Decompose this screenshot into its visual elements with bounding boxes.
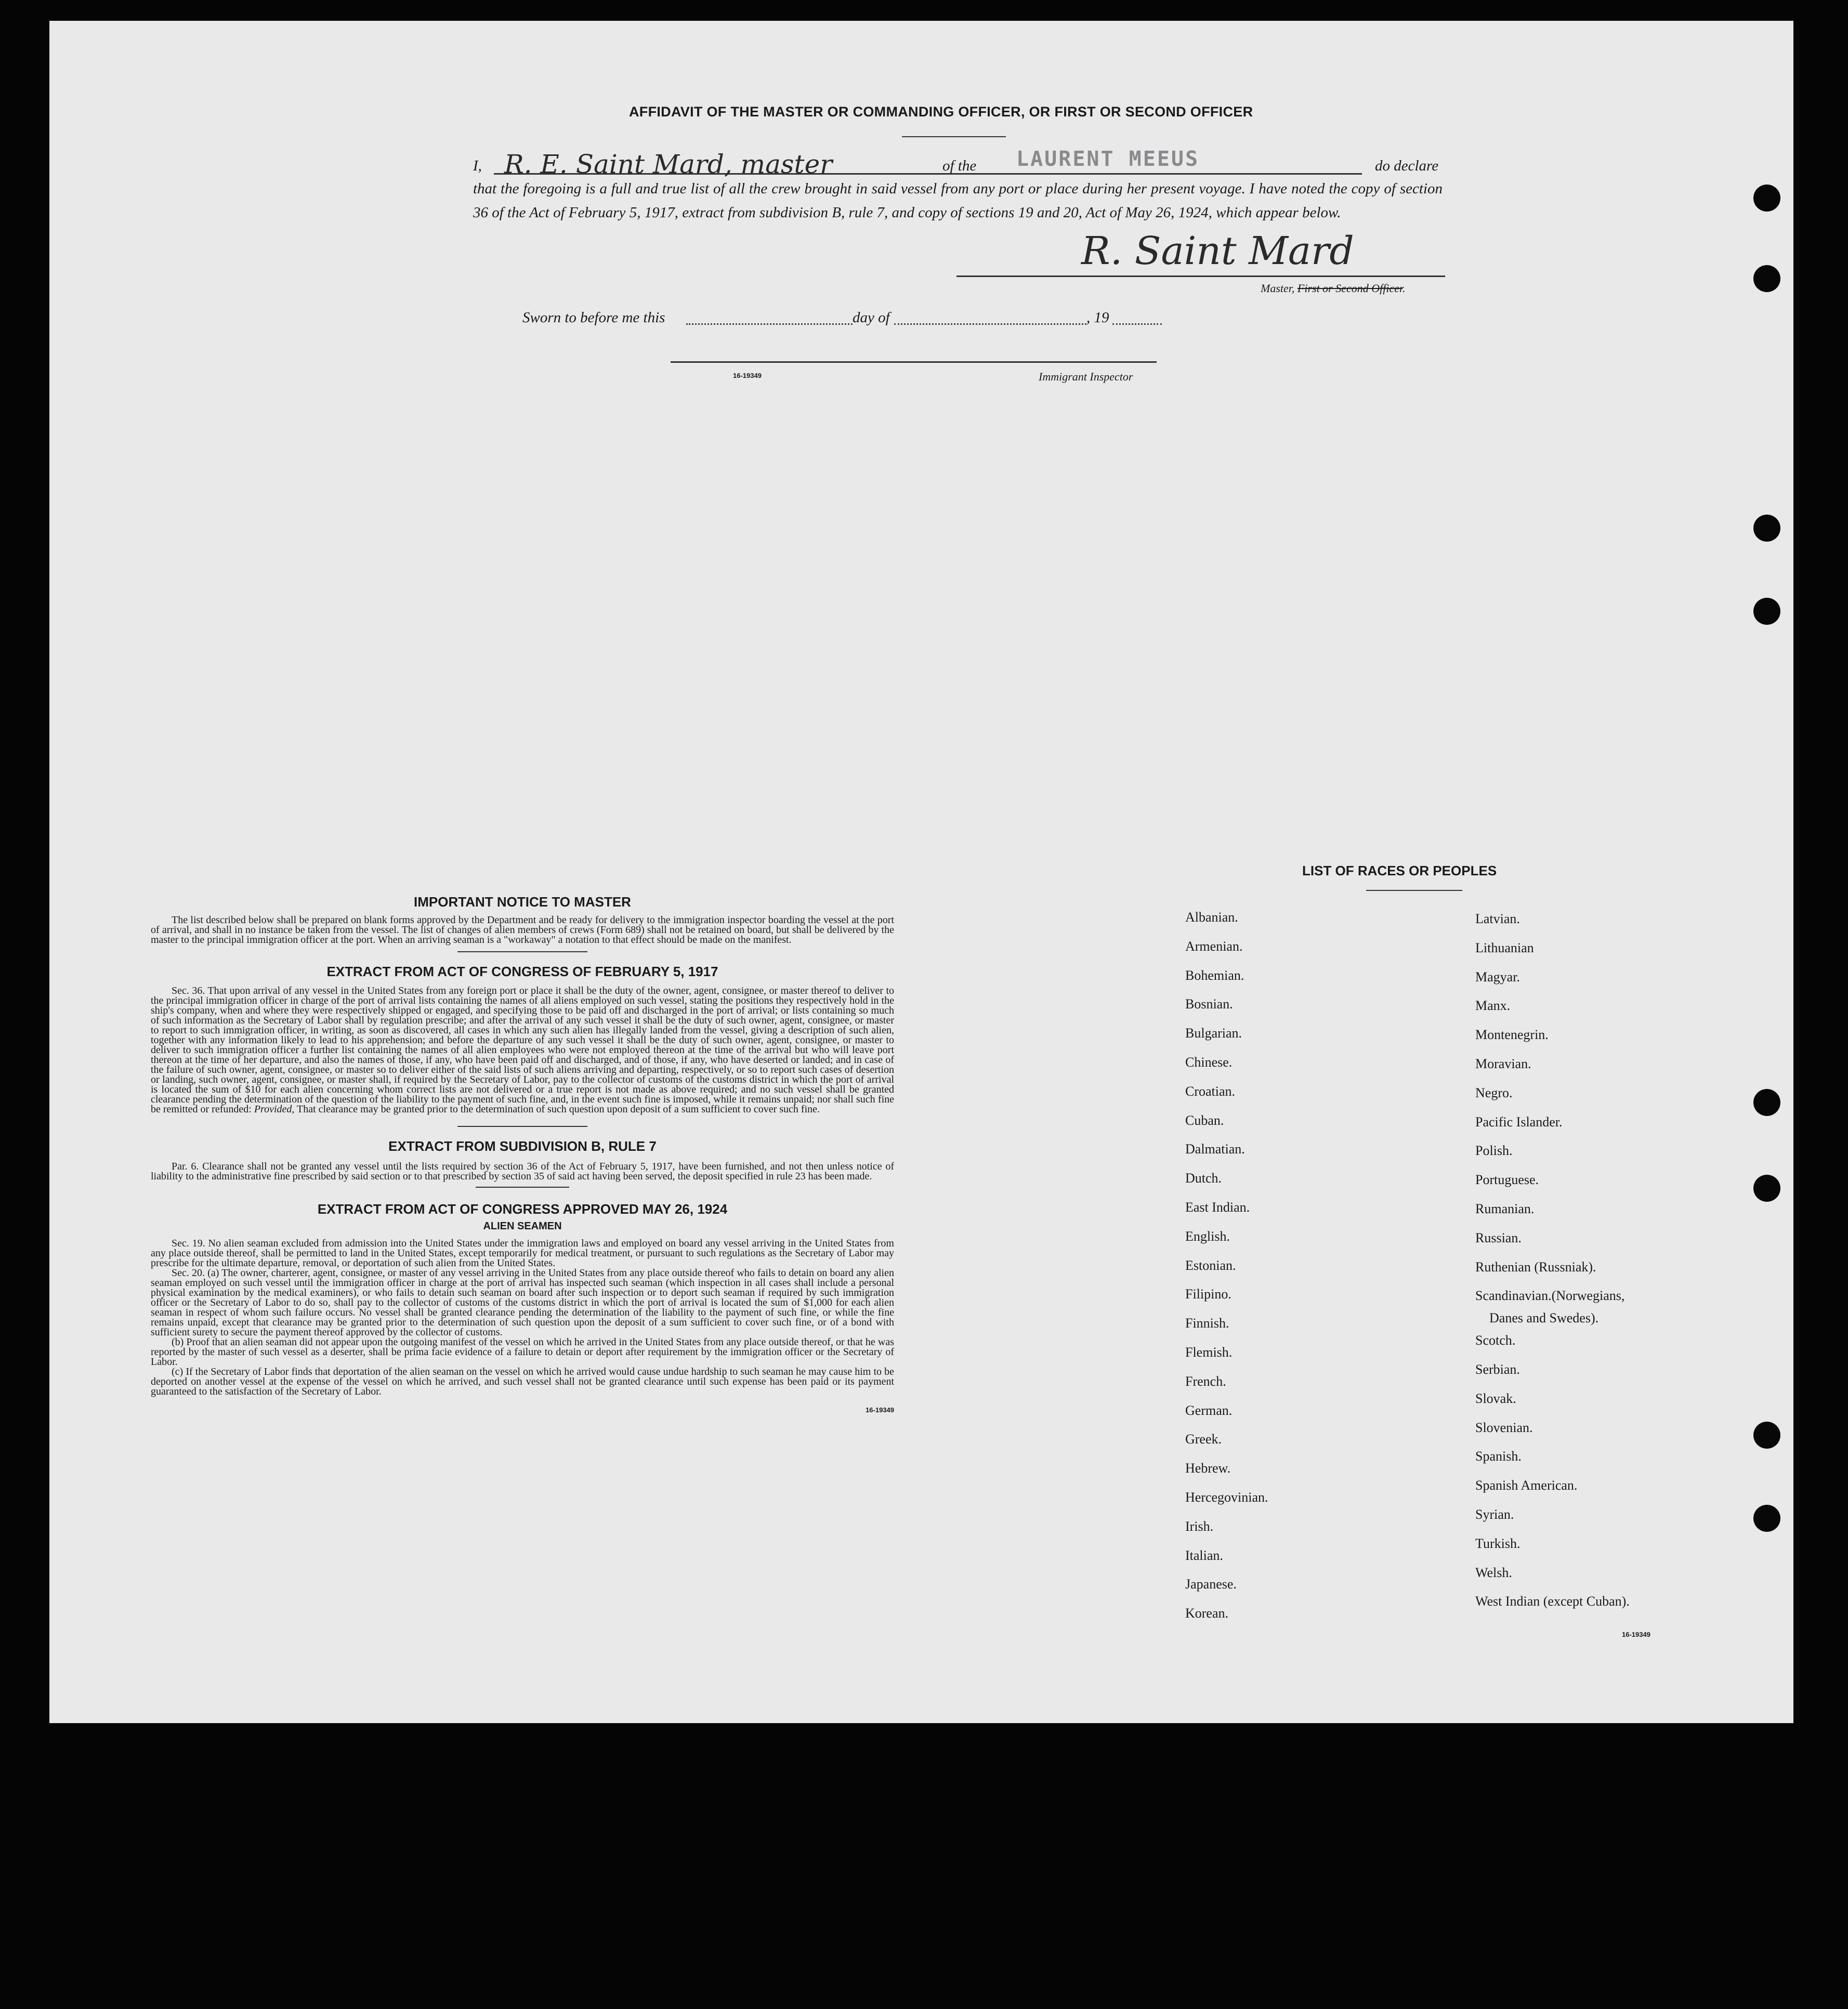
extract-1924-form-number: 16-19349	[866, 1406, 894, 1414]
race-item: Spanish American.	[1475, 1478, 1578, 1493]
signature-title-struck: First or Second Officer	[1297, 282, 1403, 295]
sec-20b-text: (b) Proof that an alien seaman did not appear upon the outgoing manifest of the vessel on which he arrived in the United States from any place outside thereof, or that he was reported by the master of such vessel as a deserter, shall be prima facie evidence of a failure to detain or deport after requirement by the immigration officer or the Secretary of Labor.	[151, 1336, 894, 1368]
race-item: Armenian.	[1185, 939, 1243, 954]
extract-1917-text	[151, 986, 894, 1114]
race-item: Welsh.	[1475, 1565, 1512, 1580]
race-item: Manx.	[1475, 998, 1511, 1013]
race-item: Irish.	[1185, 1519, 1214, 1534]
race-item: Syrian.	[1475, 1507, 1514, 1522]
race-item: Korean.	[1185, 1606, 1229, 1621]
extract-1924-subheading: ALIEN SEAMEN	[483, 1220, 562, 1232]
punch-hole	[1753, 1175, 1780, 1202]
race-item: Bulgarian.	[1185, 1026, 1242, 1041]
punch-hole	[1753, 515, 1780, 542]
race-item: Portuguese.	[1475, 1172, 1539, 1187]
race-item: Montenegrin.	[1475, 1027, 1549, 1042]
race-item: Rumanian.	[1475, 1201, 1535, 1216]
race-item: Japanese.	[1185, 1577, 1237, 1592]
rule-7-heading: EXTRACT FROM SUBDIVISION B, RULE 7	[388, 1138, 657, 1154]
punch-hole	[1753, 265, 1780, 292]
race-item: Pacific Islander.	[1475, 1114, 1563, 1130]
extract-1917-text-end: That clearance may be granted prior to the determination of such question upon deposit of a sum sufficient to cover such fine.	[297, 1104, 820, 1115]
race-item: Slovenian.	[1475, 1420, 1533, 1435]
race-item: Bohemian.	[1185, 968, 1244, 983]
race-item: Ruthenian (Russniak).	[1475, 1259, 1596, 1275]
race-item: Turkish.	[1475, 1536, 1521, 1551]
sec-19-text: Sec. 19. No alien seaman excluded from admission into the United States under the immigration laws and employed on board any vessel arriving in the United States from any place outside thereof, shall be permitted to land in the United States, except temporarily for medical treatment, or pursuant to such regulations as the Secretary of Labor may prescribe for the ultimate departure, removal, or deportation of such alien from the United States.	[151, 1238, 894, 1269]
races-heading: LIST OF RACES OR PEOPLES	[1302, 863, 1497, 878]
races-form-number: 16-19349	[1622, 1631, 1650, 1638]
race-item: French.	[1185, 1374, 1226, 1389]
race-item: Polish.	[1475, 1143, 1513, 1158]
race-item: Negro.	[1475, 1085, 1513, 1100]
race-item: Dutch.	[1185, 1171, 1222, 1186]
form-page	[49, 21, 1793, 1723]
race-item: Italian.	[1185, 1548, 1223, 1563]
inspector-label: Immigrant Inspector	[1039, 370, 1133, 383]
race-item: Spanish.	[1475, 1449, 1522, 1464]
sec-20c-text: (c) If the Secretary of Labor finds that deportation of the alien seaman on the vessel on which he arrived would cause undue hardship to such seaman he may cause him to be deported on another vessel at the expense of the vessel on which he arrived, and such vessel shall not be granted clearance until such expense has been paid or its payment guaranteed to the satisfaction of the Secretary of Labor.	[151, 1366, 894, 1397]
race-item: Greek.	[1185, 1432, 1222, 1447]
sworn-month-field	[894, 323, 1086, 325]
of-the-label: of the	[942, 157, 977, 174]
affidavit-name-line	[473, 147, 1461, 179]
race-item: Magyar.	[1475, 969, 1520, 984]
affidavit-form-number: 16-19349	[733, 372, 762, 379]
race-item: Russian.	[1475, 1230, 1522, 1245]
section-divider	[457, 1126, 587, 1127]
do-declare-label: do declare	[1375, 157, 1439, 174]
signature-title-master: Master,	[1261, 282, 1295, 295]
punch-hole	[1753, 1505, 1780, 1532]
race-item: German.	[1185, 1403, 1233, 1418]
decorative-rule	[902, 136, 1006, 137]
sec-20a-text: Sec. 20. (a) The owner, charterer, agent, consignee, or master of any vessel arriving in the United States from any place outside thereof who fails to detain on board any alien seaman employed on such vessel until the immigration officer in charge at the port of arrival has inspected such seaman (which inspection in all cases shall include a personal physical examination by the medical examiners), or who fails to detain such seaman on board after such inspection or to deport such seaman if required by such immigration officer or the Secretary of Labor to do so, shall pay to the collector of customs of the customs district in which the port of arrival is located the sum of $1,000 for each alien seaman in respect of whom such failure occurs. No vessel shall be granted clearance pending the determination of the liability to the payment of such fine, or while the fine remains unpaid, except that clearance may be granted prior to the determination of such question upon the deposit of a sum sufficient to cover such fine, or of a bond with sufficient surety to secure the payment thereof approved by the collector of customs.	[151, 1267, 894, 1338]
race-item: Hercegovinian.	[1185, 1490, 1268, 1505]
race-item: Dalmatian.	[1185, 1141, 1245, 1157]
race-item: Moravian.	[1475, 1056, 1531, 1071]
vessel-name-stamp: LAURENT MEEUS	[1016, 147, 1200, 171]
race-scandinavian-continued: Danes and Swedes).	[1489, 1310, 1599, 1325]
affidavit-heading: AFFIDAVIT OF THE MASTER OR COMMANDING OFFICER, OR FIRST OR SECOND OFFICER	[629, 104, 1253, 120]
master-signature: R. Saint Mard	[1081, 229, 1354, 273]
race-item: Hebrew.	[1185, 1461, 1231, 1476]
race-item: Cuban.	[1185, 1113, 1224, 1128]
punch-hole	[1753, 1422, 1780, 1449]
race-item: Bosnian.	[1185, 996, 1233, 1012]
section-divider	[457, 951, 587, 952]
i-label: I,	[473, 157, 482, 174]
race-item: Filipino.	[1185, 1286, 1231, 1302]
affidavit-body: that the foregoing is a full and true list of all the crew brought in said vessel from any port or place during her present voyage. I have noted the copy of section 36 of the Act of February 5, 1917, extract from subdivision B, rule 7, and copy of sections 19 and 20, Act of May 26, 1924, which appear below.	[473, 180, 1443, 221]
sworn-date-field	[686, 323, 853, 325]
day-of-label: day of	[853, 309, 890, 326]
race-item: Albanian.	[1185, 910, 1238, 925]
punch-hole	[1753, 185, 1780, 212]
race-item: East Indian.	[1185, 1200, 1250, 1215]
notice-text: The list described below shall be prepared on blank forms approved by the Department and be ready for delivery to the immigration inspector boarding the vessel at the port of arrival, and shall in no instance be taken from the vessel. The list of changes of alien members of crews (Form 689) shall not be retained on board, but shall be delivered by the master to the principal immigration officer at the port. When an arriving seaman is a "workaway" a notation to that effect should be made on the manifest.	[151, 914, 894, 946]
race-item: Serbian.	[1475, 1362, 1520, 1377]
race-item: Chinese.	[1185, 1055, 1233, 1070]
race-item: Scotch.	[1475, 1333, 1516, 1348]
punch-hole	[1753, 598, 1780, 625]
sworn-label: Sworn to before me this	[522, 309, 665, 326]
signature-title	[1261, 282, 1406, 295]
signature-title-end: .	[1403, 282, 1406, 295]
inspector-signature-line	[671, 361, 1157, 363]
sworn-year-field	[1112, 323, 1162, 325]
punch-hole	[1753, 1089, 1780, 1116]
vessel-name-line	[985, 173, 1362, 175]
extract-1917-heading: EXTRACT FROM ACT OF CONGRESS OF FEBRUARY 5, 1917	[326, 964, 718, 979]
race-item: Latvian.	[1475, 911, 1520, 926]
extract-1924-heading: EXTRACT FROM ACT OF CONGRESS APPROVED MAY 26, 1924	[317, 1201, 728, 1217]
race-item: Slovak.	[1475, 1391, 1516, 1406]
race-item: Croatian.	[1185, 1084, 1236, 1099]
races-heading-rule	[1366, 890, 1462, 891]
race-item: West Indian (except Cuban).	[1475, 1594, 1630, 1609]
rule-7-text: Par. 6. Clearance shall not be granted any vessel until the lists required by section 36 of the Act of February 5, 1917, have been furnished, and not then unless notice of liability to the administrative fine prescribed by said section or to that prescribed by section 35 of said act having been served, the deposit specified in rule 23 has been made.	[151, 1161, 894, 1182]
race-item: English.	[1185, 1229, 1230, 1244]
extract-1917-text-start: Sec. 36. That upon arrival of any vessel in the United States from any foreign port or place it shall be the duty of the owner, agent, consignee, or master thereof to deliver to the principal immigration officer in charge of the port of arrival lists containing the names of all aliens employed on such vessel, stating the positions they respectively hold in the ship's company, when and where they were respectively shipped or engaged, and specifying those to be paid off and discharged in the port of arrival; or lists containing so much of such information as the Secretary of Labor shall by regulation prescribe; and after the arrival of any such vessel it shall be the duty of such owner, agent, consignee, or master to report to such immigration officer, in writing, as soon as discovered, all cases in which any such alien has illegally landed from the vessel, giving a description of such alien, together with any information likely to lead to his apprehension; and before the departure of any such vessel it shall be the duty of such owner, agent, consignee, or master to deliver to such immigration officer a further list containing the names of all alien employees who were not employed thereon at the time of the arrival but who will leave port thereon at the time of her departure, and also the names of those, if any, who have been paid off and discharged, and of those, if any, who have deserted or landed; and in case of the failure of such owner, agent, consignee, or master so to deliver either of the said lists of such aliens arriving and departing, respectively, or so to report such cases of desertion or landing, such owner, agent, consignee, or master shall, if required by the Secretary of Labor, pay to the collector of customs of the customs district in which the port of arrival is located the sum of $10 for each alien concerning whom correct lists are not delivered or a true report is not made as above required; and no such vessel shall be granted clearance pending the determination of the question of the liability to the payment of such fine, and, in the event such fine is imposed, while it remains unpaid; nor shall such fine be remitted or refunded:	[151, 985, 894, 1115]
race-item: Flemish.	[1185, 1345, 1233, 1360]
race-item: Estonian.	[1185, 1258, 1236, 1273]
signature-line	[956, 275, 1445, 277]
notice-column	[151, 894, 894, 1414]
race-item: Finnish.	[1185, 1316, 1229, 1331]
master-name-handwritten: R. E. Saint Mard, master	[504, 149, 833, 179]
extract-1917-provided: Provided,	[254, 1104, 295, 1115]
section-divider	[476, 1187, 569, 1188]
race-item: Lithuanian	[1475, 940, 1534, 955]
year-label: , 19	[1086, 309, 1109, 326]
sworn-row	[522, 309, 1164, 330]
race-item: Scandinavian.(Norwegians,	[1475, 1288, 1625, 1303]
notice-heading: IMPORTANT NOTICE TO MASTER	[414, 894, 631, 910]
